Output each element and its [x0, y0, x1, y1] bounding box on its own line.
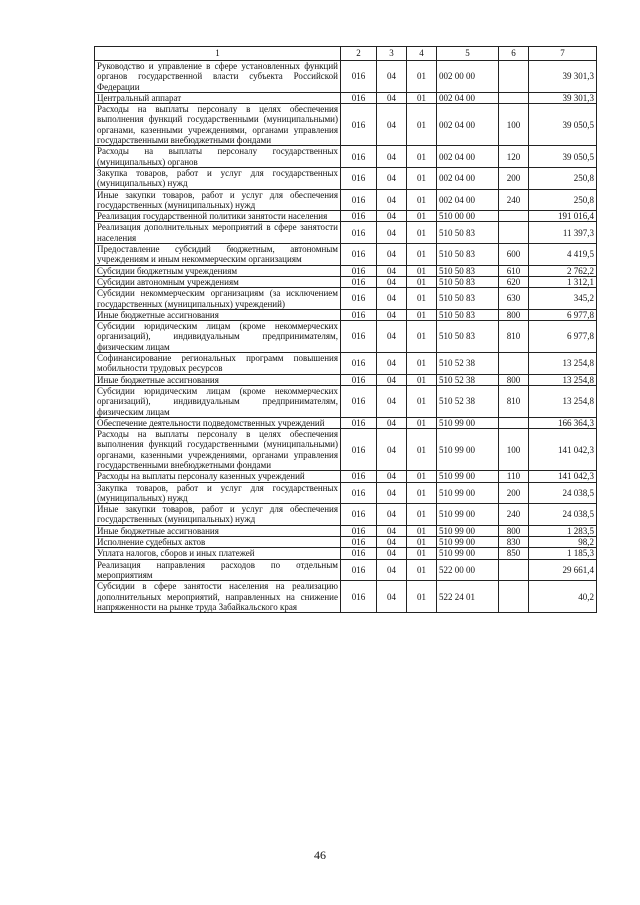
target-code: 510 52 38	[437, 385, 499, 417]
target-code: 002 00 00	[437, 61, 499, 93]
subsection-code: 01	[407, 104, 437, 146]
ministry-code: 016	[341, 211, 377, 222]
expense-type-code: 850	[499, 548, 529, 559]
expense-type-code	[499, 417, 529, 428]
target-code: 510 99 00	[437, 417, 499, 428]
budget-table	[94, 46, 597, 613]
table-row	[95, 537, 597, 548]
section-code: 04	[377, 385, 407, 417]
target-code: 510 99 00	[437, 482, 499, 504]
amount: 13 254,8	[529, 385, 597, 417]
amount: 24 038,5	[529, 504, 597, 526]
section-code: 04	[377, 548, 407, 559]
target-code: 002 04 00	[437, 92, 499, 103]
section-code: 04	[377, 321, 407, 353]
target-code: 510 99 00	[437, 548, 499, 559]
table-row	[95, 244, 597, 266]
table-row	[95, 374, 597, 385]
row-name: Субсидии в сфере занятости населения на реализацию дополнительных мероприятий, направленных на снижение напряженности на рынке труда Забайкальского края	[95, 581, 341, 613]
subsection-code: 01	[407, 276, 437, 287]
table-row	[95, 92, 597, 103]
row-name: Расходы на выплаты персоналу в целях обеспечения выполнения функций государственными (муниципальными) органами, казенными учреждениями, органами управления государственными внебюджетными фондами	[95, 429, 341, 471]
expense-type-code: 240	[499, 189, 529, 211]
table-row	[95, 189, 597, 211]
table-row	[95, 429, 597, 471]
expense-type-code	[499, 581, 529, 613]
expense-type-code	[499, 559, 529, 581]
subsection-code: 01	[407, 385, 437, 417]
amount: 1 283,5	[529, 525, 597, 536]
subsection-code: 01	[407, 471, 437, 482]
amount: 39 050,5	[529, 146, 597, 168]
row-name: Уплата налогов, сборов и иных платежей	[95, 548, 341, 559]
row-name: Реализация направления расходов по отдельным мероприятиям	[95, 559, 341, 581]
expense-type-code: 200	[499, 167, 529, 189]
row-name: Центральный аппарат	[95, 92, 341, 103]
amount: 191 016,4	[529, 211, 597, 222]
subsection-code: 01	[407, 353, 437, 375]
section-code: 04	[377, 581, 407, 613]
expense-type-code	[499, 353, 529, 375]
target-code: 522 24 01	[437, 581, 499, 613]
section-code: 04	[377, 92, 407, 103]
section-code: 04	[377, 537, 407, 548]
row-name: Исполнение судебных актов	[95, 537, 341, 548]
ministry-code: 016	[341, 146, 377, 168]
table-row	[95, 211, 597, 222]
table-row	[95, 276, 597, 287]
amount: 141 042,3	[529, 471, 597, 482]
ministry-code: 016	[341, 548, 377, 559]
section-code: 04	[377, 353, 407, 375]
row-name: Субсидии юридическим лицам (кроме некоммерческих организаций), индивидуальным предпринимателям, физическим лицам	[95, 385, 341, 417]
subsection-code: 01	[407, 211, 437, 222]
target-code: 510 52 38	[437, 353, 499, 375]
target-code: 510 50 83	[437, 265, 499, 276]
expense-type-code	[499, 61, 529, 93]
row-name: Субсидии бюджетным учреждениям	[95, 265, 341, 276]
column-header-1: 1	[95, 47, 341, 61]
subsection-code: 01	[407, 288, 437, 310]
amount: 29 661,4	[529, 559, 597, 581]
ministry-code: 016	[341, 417, 377, 428]
ministry-code: 016	[341, 309, 377, 320]
expense-type-code: 800	[499, 525, 529, 536]
table-row	[95, 548, 597, 559]
row-name: Субсидии юридическим лицам (кроме некоммерческих организаций), индивидуальным предпринимателям, физическим лицам	[95, 321, 341, 353]
expense-type-code: 120	[499, 146, 529, 168]
section-code: 04	[377, 288, 407, 310]
expense-type-code: 620	[499, 276, 529, 287]
table-row	[95, 265, 597, 276]
column-header-5: 5	[437, 47, 499, 61]
subsection-code: 01	[407, 265, 437, 276]
subsection-code: 01	[407, 482, 437, 504]
target-code: 522 00 00	[437, 559, 499, 581]
section-code: 04	[377, 276, 407, 287]
section-code: 04	[377, 211, 407, 222]
target-code: 002 04 00	[437, 104, 499, 146]
subsection-code: 01	[407, 321, 437, 353]
expense-type-code: 200	[499, 482, 529, 504]
table-row	[95, 559, 597, 581]
header-row	[95, 47, 597, 61]
amount: 1 312,1	[529, 276, 597, 287]
expense-type-code: 610	[499, 265, 529, 276]
subsection-code: 01	[407, 417, 437, 428]
ministry-code: 016	[341, 504, 377, 526]
target-code: 510 50 83	[437, 222, 499, 244]
row-name: Руководство и управление в сфере установленных функций органов государственной власти субъекта Российской Федерации	[95, 61, 341, 93]
section-code: 04	[377, 265, 407, 276]
ministry-code: 016	[341, 276, 377, 287]
ministry-code: 016	[341, 222, 377, 244]
row-name: Субсидии автономным учреждениям	[95, 276, 341, 287]
target-code: 002 04 00	[437, 189, 499, 211]
ministry-code: 016	[341, 167, 377, 189]
table-row	[95, 482, 597, 504]
table-row	[95, 61, 597, 93]
ministry-code: 016	[341, 321, 377, 353]
column-header-2: 2	[341, 47, 377, 61]
table-row	[95, 146, 597, 168]
target-code: 510 50 83	[437, 309, 499, 320]
ministry-code: 016	[341, 429, 377, 471]
row-name: Расходы на выплаты персоналу государственных (муниципальных) органов	[95, 146, 341, 168]
amount: 39 301,3	[529, 61, 597, 93]
target-code: 510 99 00	[437, 429, 499, 471]
table-row	[95, 104, 597, 146]
amount: 6 977,8	[529, 309, 597, 320]
amount: 13 254,8	[529, 374, 597, 385]
target-code: 510 99 00	[437, 504, 499, 526]
subsection-code: 01	[407, 167, 437, 189]
section-code: 04	[377, 222, 407, 244]
table-row	[95, 167, 597, 189]
subsection-code: 01	[407, 548, 437, 559]
subsection-code: 01	[407, 537, 437, 548]
expense-type-code: 630	[499, 288, 529, 310]
table-row	[95, 525, 597, 536]
expense-type-code	[499, 222, 529, 244]
subsection-code: 01	[407, 559, 437, 581]
amount: 345,2	[529, 288, 597, 310]
expense-type-code: 100	[499, 104, 529, 146]
expense-type-code: 110	[499, 471, 529, 482]
subsection-code: 01	[407, 222, 437, 244]
ministry-code: 016	[341, 189, 377, 211]
row-name: Иные закупки товаров, работ и услуг для обеспечения государственных (муниципальных) нужд	[95, 189, 341, 211]
ministry-code: 016	[341, 353, 377, 375]
subsection-code: 01	[407, 581, 437, 613]
expense-type-code: 830	[499, 537, 529, 548]
ministry-code: 016	[341, 471, 377, 482]
expense-type-code	[499, 92, 529, 103]
amount: 250,8	[529, 189, 597, 211]
table-row	[95, 353, 597, 375]
column-header-3: 3	[377, 47, 407, 61]
expense-type-code: 810	[499, 385, 529, 417]
target-code: 510 99 00	[437, 471, 499, 482]
amount: 1 185,3	[529, 548, 597, 559]
subsection-code: 01	[407, 309, 437, 320]
section-code: 04	[377, 167, 407, 189]
column-header-4: 4	[407, 47, 437, 61]
target-code: 510 50 83	[437, 288, 499, 310]
expense-type-code: 810	[499, 321, 529, 353]
section-code: 04	[377, 504, 407, 526]
row-name: Софинансирование региональных программ повышения мобильности трудовых ресурсов	[95, 353, 341, 375]
target-code: 002 04 00	[437, 146, 499, 168]
section-code: 04	[377, 417, 407, 428]
section-code: 04	[377, 244, 407, 266]
row-name: Субсидии некоммерческим организациям (за исключением государственных (муниципальных) учреждений)	[95, 288, 341, 310]
section-code: 04	[377, 309, 407, 320]
section-code: 04	[377, 61, 407, 93]
row-name: Расходы на выплаты персоналу казенных учреждений	[95, 471, 341, 482]
ministry-code: 016	[341, 537, 377, 548]
row-name: Иные бюджетные ассигнования	[95, 525, 341, 536]
target-code: 510 50 83	[437, 276, 499, 287]
page-number: 46	[314, 848, 326, 862]
target-code: 510 00 00	[437, 211, 499, 222]
row-name: Закупка товаров, работ и услуг для государственных (муниципальных) нужд	[95, 482, 341, 504]
row-name: Закупка товаров, работ и услуг для государственных (муниципальных) нужд	[95, 167, 341, 189]
ministry-code: 016	[341, 374, 377, 385]
table-row	[95, 471, 597, 482]
expense-type-code: 800	[499, 309, 529, 320]
expense-type-code: 240	[499, 504, 529, 526]
table-row	[95, 417, 597, 428]
ministry-code: 016	[341, 525, 377, 536]
row-name: Иные закупки товаров, работ и услуг для обеспечения государственных (муниципальных) нужд	[95, 504, 341, 526]
table-row	[95, 581, 597, 613]
subsection-code: 01	[407, 504, 437, 526]
target-code: 510 50 83	[437, 321, 499, 353]
ministry-code: 016	[341, 265, 377, 276]
subsection-code: 01	[407, 244, 437, 266]
amount: 11 397,3	[529, 222, 597, 244]
amount: 24 038,5	[529, 482, 597, 504]
amount: 4 419,5	[529, 244, 597, 266]
row-name: Предоставление субсидий бюджетным, автономным учреждениям и иным некоммерческим организациям	[95, 244, 341, 266]
section-code: 04	[377, 429, 407, 471]
amount: 39 301,3	[529, 92, 597, 103]
subsection-code: 01	[407, 525, 437, 536]
amount: 141 042,3	[529, 429, 597, 471]
table-row	[95, 288, 597, 310]
amount: 6 977,8	[529, 321, 597, 353]
amount: 39 050,5	[529, 104, 597, 146]
section-code: 04	[377, 189, 407, 211]
amount: 13 254,8	[529, 353, 597, 375]
ministry-code: 016	[341, 385, 377, 417]
row-name: Реализация дополнительных мероприятий в сфере занятости населения	[95, 222, 341, 244]
ministry-code: 016	[341, 104, 377, 146]
table-row	[95, 222, 597, 244]
subsection-code: 01	[407, 92, 437, 103]
row-name: Реализация государственной политики занятости населения	[95, 211, 341, 222]
row-name: Расходы на выплаты персоналу в целях обеспечения выполнения функций государственными (муниципальными) органами, казенными учреждениями, органами управления государственными внебюджетными фондами	[95, 104, 341, 146]
ministry-code: 016	[341, 244, 377, 266]
section-code: 04	[377, 146, 407, 168]
table-row	[95, 504, 597, 526]
expense-type-code	[499, 211, 529, 222]
target-code: 510 50 83	[437, 244, 499, 266]
expense-type-code: 800	[499, 374, 529, 385]
amount: 2 762,2	[529, 265, 597, 276]
table-row	[95, 385, 597, 417]
table-row	[95, 309, 597, 320]
subsection-code: 01	[407, 146, 437, 168]
amount: 98,2	[529, 537, 597, 548]
target-code: 510 99 00	[437, 525, 499, 536]
expense-type-code: 100	[499, 429, 529, 471]
subsection-code: 01	[407, 374, 437, 385]
ministry-code: 016	[341, 482, 377, 504]
row-name: Иные бюджетные ассигнования	[95, 309, 341, 320]
subsection-code: 01	[407, 429, 437, 471]
column-header-6: 6	[499, 47, 529, 61]
section-code: 04	[377, 471, 407, 482]
section-code: 04	[377, 482, 407, 504]
column-header-7: 7	[529, 47, 597, 61]
target-code: 510 99 00	[437, 537, 499, 548]
section-code: 04	[377, 374, 407, 385]
subsection-code: 01	[407, 61, 437, 93]
ministry-code: 016	[341, 581, 377, 613]
ministry-code: 016	[341, 559, 377, 581]
section-code: 04	[377, 559, 407, 581]
target-code: 510 52 38	[437, 374, 499, 385]
table-row	[95, 321, 597, 353]
ministry-code: 016	[341, 92, 377, 103]
amount: 166 364,3	[529, 417, 597, 428]
ministry-code: 016	[341, 288, 377, 310]
ministry-code: 016	[341, 61, 377, 93]
expense-type-code: 600	[499, 244, 529, 266]
amount: 40,2	[529, 581, 597, 613]
row-name: Обеспечение деятельности подведомственных учреждений	[95, 417, 341, 428]
section-code: 04	[377, 525, 407, 536]
subsection-code: 01	[407, 189, 437, 211]
section-code: 04	[377, 104, 407, 146]
row-name: Иные бюджетные ассигнования	[95, 374, 341, 385]
amount: 250,8	[529, 167, 597, 189]
target-code: 002 04 00	[437, 167, 499, 189]
